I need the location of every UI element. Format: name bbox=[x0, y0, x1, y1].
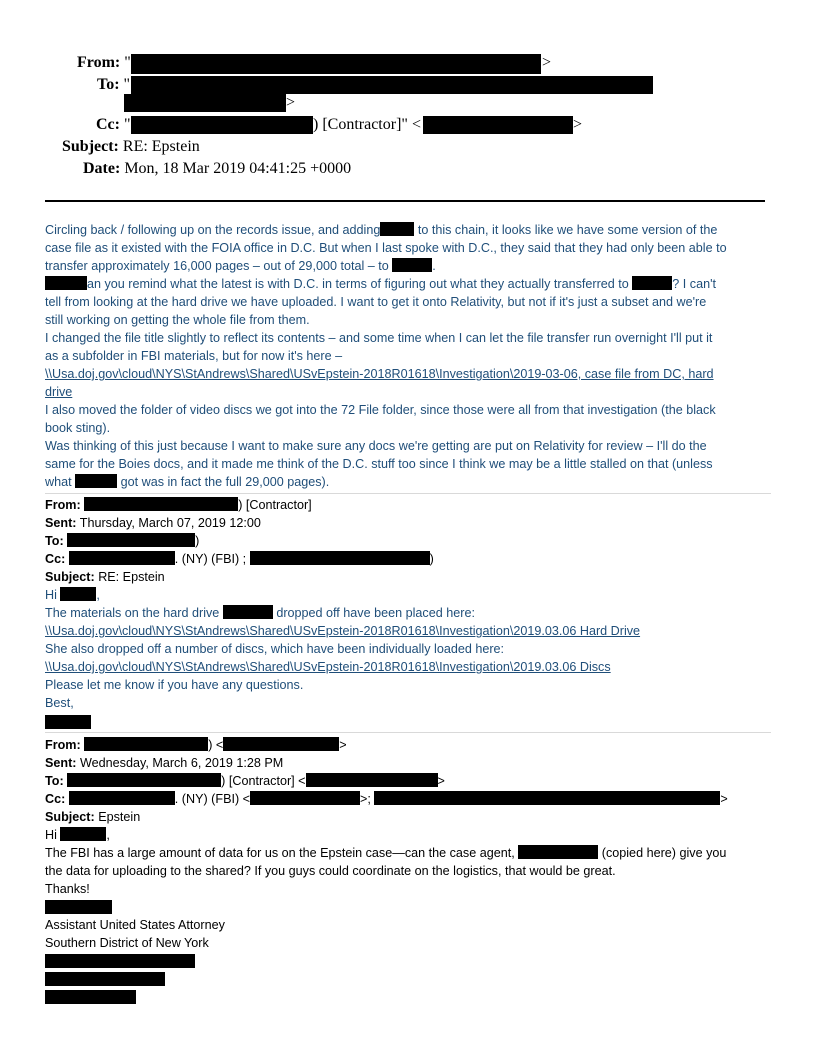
redaction-bar bbox=[45, 900, 112, 914]
msg2-line-2: She also dropped off a number of discs, which have been individually loaded here: bbox=[45, 642, 505, 656]
redaction-bar bbox=[131, 76, 653, 94]
msg3-text: The FBI has a large amount of data for us on the Epstein case—can the case agent, bbox=[45, 846, 515, 860]
header-to-quote: " bbox=[123, 76, 131, 93]
msg3-line-1 bbox=[45, 844, 726, 862]
reply-line-4 bbox=[45, 275, 716, 293]
msg3-line-2: the data for uploading to the shared? If you guys could coordinate on the logistics, that would be great. bbox=[45, 864, 616, 878]
msg3-to-end: > bbox=[437, 774, 445, 788]
redaction-bar bbox=[131, 54, 541, 74]
redaction-bar bbox=[45, 276, 87, 290]
redaction-bar bbox=[45, 715, 91, 729]
redaction-bar bbox=[75, 474, 117, 488]
msg2-sent-label: Sent: bbox=[45, 516, 77, 530]
redaction-bar bbox=[69, 551, 175, 565]
msg3-cc-end: > bbox=[720, 792, 728, 806]
case-file-link[interactable]: \\Usa.doj.gov\cloud\NYS\StAndrews\Shared\USvEpstein-2018R01618\Investigation\2019-03-06, case file from DC, hard bbox=[45, 367, 714, 381]
reply-text: . bbox=[432, 259, 436, 273]
reply-line-13 bbox=[45, 473, 329, 491]
msg3-hi: Hi bbox=[45, 828, 57, 842]
msg3-to-mid: ) [Contractor] < bbox=[221, 774, 306, 788]
msg2-subject-value: RE: Epstein bbox=[98, 570, 165, 584]
reply-line-1 bbox=[45, 221, 717, 239]
redaction-bar bbox=[632, 276, 672, 290]
msg3-line-3: Thanks! bbox=[45, 882, 90, 896]
reply-line-9: I also moved the folder of video discs we got into the 72 File folder, since those were all from that investigation (the black bbox=[45, 403, 716, 417]
redaction-bar bbox=[69, 791, 175, 805]
header-cc-label: Cc: bbox=[96, 116, 120, 133]
msg3-cc-mid2: >; bbox=[360, 792, 371, 806]
msg3-cc-mid: . (NY) (FBI) < bbox=[174, 792, 251, 806]
redaction-bar bbox=[60, 587, 96, 601]
msg2-from-suffix: ) [Contractor] bbox=[238, 498, 312, 512]
header-from-quote: " bbox=[124, 54, 131, 71]
header-from-gt: > bbox=[542, 54, 552, 71]
msg3-hi-comma: , bbox=[106, 828, 110, 842]
hard-drive-link[interactable]: \\Usa.doj.gov\cloud\NYS\StAndrews\Shared\USvEpstein-2018R01618\Investigation\2019.03.06 Hard Drive bbox=[45, 624, 641, 638]
msg3-from-mid: ) < bbox=[208, 738, 224, 752]
reply-line-7: I changed the file title slightly to reflect its contents – and some time when I can let the file transfer run overnight I'll put it bbox=[45, 331, 713, 345]
header-date-label: Date: bbox=[83, 160, 121, 177]
message-separator bbox=[45, 493, 771, 494]
msg2-text: dropped off have been placed here: bbox=[276, 606, 475, 620]
msg2-sent-row bbox=[45, 514, 261, 532]
reply-line-2: case file as it existed with the FOIA office in D.C. But when I last spoke with D.C., they said that they had only been able to bbox=[45, 241, 727, 255]
msg2-cc-row bbox=[45, 550, 434, 568]
discs-link[interactable]: \\Usa.doj.gov\cloud\NYS\StAndrews\Shared\USvEpstein-2018R01618\Investigation\2019.03.06 Discs bbox=[45, 660, 611, 674]
msg2-cc-label: Cc: bbox=[45, 552, 66, 566]
msg2-subject-row bbox=[45, 568, 165, 586]
msg3-greeting bbox=[45, 826, 110, 844]
header-cc-gt: > bbox=[573, 116, 583, 133]
msg2-sent-value: Thursday, March 07, 2019 12:00 bbox=[79, 516, 261, 530]
msg2-cc-end: ) bbox=[429, 552, 434, 566]
redaction-bar bbox=[60, 827, 106, 841]
redaction-bar bbox=[223, 605, 273, 619]
msg3-to-label: To: bbox=[45, 774, 64, 788]
header-date-row bbox=[83, 159, 351, 179]
redaction-bar bbox=[250, 791, 360, 805]
msg2-hi: Hi bbox=[45, 588, 57, 602]
reply-line-10: book sting). bbox=[45, 421, 111, 435]
reply-line-5: tell from looking at the hard drive we have uploaded. I want to get it onto Relativity, but not if it's just a subset and we're bbox=[45, 295, 707, 309]
redaction-bar bbox=[223, 737, 339, 751]
msg3-text: (copied here) give you bbox=[601, 846, 727, 860]
redaction-bar bbox=[518, 845, 598, 859]
redaction-bar bbox=[45, 990, 136, 1004]
case-file-link-continued[interactable]: drive bbox=[45, 385, 73, 399]
header-cc-quote: " bbox=[123, 116, 131, 133]
msg2-cc-mid: . (NY) (FBI) ; bbox=[174, 552, 247, 566]
header-divider bbox=[45, 200, 765, 202]
redaction-bar bbox=[45, 972, 165, 986]
msg2-text: The materials on the hard drive bbox=[45, 606, 220, 620]
header-subject-value: RE: Epstein bbox=[122, 138, 200, 155]
msg2-from-label: From: bbox=[45, 498, 81, 512]
redaction-bar bbox=[250, 551, 430, 565]
header-subject-label: Subject: bbox=[62, 138, 119, 155]
msg3-to-row bbox=[45, 772, 445, 790]
reply-text: Circling back / following up on the records issue, and adding bbox=[45, 223, 381, 237]
redaction-bar bbox=[84, 737, 208, 751]
reply-line-3 bbox=[45, 257, 436, 275]
msg2-line-4: Best, bbox=[45, 696, 74, 710]
message-separator bbox=[45, 732, 771, 733]
header-cc-row bbox=[96, 115, 131, 135]
header-subject-row bbox=[62, 137, 200, 157]
redaction-bar bbox=[45, 954, 195, 968]
msg3-sent-label: Sent: bbox=[45, 756, 77, 770]
msg3-cc-row bbox=[45, 790, 728, 808]
msg2-to-suffix: ) bbox=[195, 534, 200, 548]
redaction-bar bbox=[84, 497, 238, 511]
header-from-label: From: bbox=[77, 54, 121, 71]
redaction-bar bbox=[67, 773, 221, 787]
reply-text: got was in fact the full 29,000 pages). bbox=[120, 475, 330, 489]
signature-title: Assistant United States Attorney bbox=[45, 918, 225, 932]
msg2-subject-label: Subject: bbox=[45, 570, 95, 584]
reply-line-8: as a subfolder in FBI materials, but for now it's here – bbox=[45, 349, 343, 363]
redaction-bar bbox=[380, 222, 414, 236]
header-date-value: Mon, 18 Mar 2019 04:41:25 +0000 bbox=[124, 160, 352, 177]
header-to-label: To: bbox=[97, 76, 120, 93]
header-to-row bbox=[97, 75, 130, 95]
reply-text: what bbox=[45, 475, 72, 489]
reply-line-11: Was thinking of this just because I want to make sure any docs we're getting are put on Relativity for review – I'll do the bbox=[45, 439, 707, 453]
msg2-line-3: Please let me know if you have any questions. bbox=[45, 678, 304, 692]
msg3-sent-value: Wednesday, March 6, 2019 1:28 PM bbox=[79, 756, 284, 770]
redaction-bar bbox=[392, 258, 432, 272]
header-cc-suffix: ) [Contractor]" < bbox=[313, 116, 421, 133]
header-from-row bbox=[77, 53, 131, 73]
msg2-to-row bbox=[45, 532, 199, 550]
msg3-subject-label: Subject: bbox=[45, 810, 95, 824]
redaction-bar bbox=[306, 773, 438, 787]
msg2-hi-comma: , bbox=[96, 588, 100, 602]
msg3-subject-value: Epstein bbox=[98, 810, 141, 824]
reply-line-12: same for the Boies docs, and it made me think of the D.C. stuff too since I think we may be a little stalled on that (unless bbox=[45, 457, 713, 471]
msg2-line-1 bbox=[45, 604, 475, 622]
signature-office: Southern District of New York bbox=[45, 936, 209, 950]
msg3-from-end: > bbox=[339, 738, 347, 752]
msg3-cc-label: Cc: bbox=[45, 792, 66, 806]
reply-text: to this chain, it looks like we have some version of the bbox=[414, 223, 718, 237]
redaction-bar bbox=[67, 533, 195, 547]
redaction-bar bbox=[374, 791, 720, 805]
msg3-sent-row bbox=[45, 754, 283, 772]
msg3-from-row bbox=[45, 736, 347, 754]
msg2-to-label: To: bbox=[45, 534, 64, 548]
msg3-from-label: From: bbox=[45, 738, 81, 752]
msg2-greeting bbox=[45, 586, 100, 604]
reply-text: ? I can't bbox=[672, 277, 717, 291]
redaction-bar bbox=[124, 94, 286, 112]
msg2-from-row bbox=[45, 496, 312, 514]
header-to-gt: > bbox=[286, 94, 296, 111]
reply-line-6: still working on getting the whole file from them. bbox=[45, 313, 310, 327]
msg3-subject-row bbox=[45, 808, 140, 826]
redaction-bar bbox=[423, 116, 573, 134]
reply-text: an you remind what the latest is with D.C. in terms of figuring out what they actually transferred to bbox=[87, 277, 629, 291]
reply-text: transfer approximately 16,000 pages – out of 29,000 total – to bbox=[45, 259, 389, 273]
redaction-bar bbox=[131, 116, 313, 134]
